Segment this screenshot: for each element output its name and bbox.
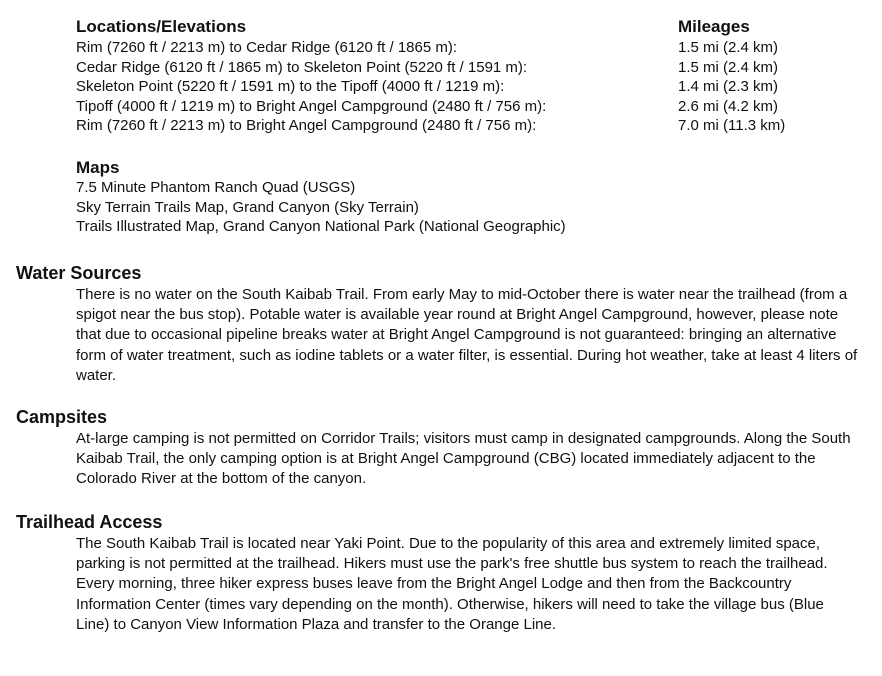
water-sources-text: There is no water on the South Kaibab Trail. From early May to mid-October there is water near the trailhead (from a spigot near the bus stop). Potable water is available year round at Bright Angel Campground, however, please note that due to occasional pipeline breaks water at Bright Angel Campground is not guaranteed: bringing an alternative form of water treatment, such as iodine tablets or a water filter, is essential. During hot weather, take at least 4 liters of water. bbox=[76, 286, 858, 384]
location-item: Skeleton Point (5220 ft / 1591 m) to the Tipoff (4000 ft / 1219 m): bbox=[76, 78, 505, 96]
map-item: Sky Terrain Trails Map, Grand Canyon (Sky Terrain) bbox=[76, 198, 419, 216]
mileage-item: 1.5 mi (2.4 km) bbox=[678, 39, 779, 56]
locations-list bbox=[76, 38, 546, 136]
maps-list bbox=[76, 178, 566, 237]
mileages-list bbox=[678, 38, 785, 136]
map-item: Trails Illustrated Map, Grand Canyon National Park (National Geographic) bbox=[76, 218, 566, 236]
location-item: Tipoff (4000 ft / 1219 m) to Bright Angel Campground (2480 ft / 756 m): bbox=[76, 97, 547, 115]
trailhead-access-heading: Trailhead Access bbox=[16, 512, 163, 532]
mileage-item: 7.0 mi (11.3 km) bbox=[678, 117, 786, 135]
location-item: Cedar Ridge (6120 ft / 1865 m) to Skeleton Point (5220 ft / 1591 m): bbox=[76, 58, 528, 76]
map-item: 7.5 Minute Phantom Ranch Quad (USGS) bbox=[76, 179, 356, 196]
mileage-item: 2.6 mi (4.2 km) bbox=[678, 97, 779, 115]
mileage-item: 1.5 mi (2.4 km) bbox=[678, 58, 779, 76]
locations-heading: Locations/Elevations bbox=[76, 17, 247, 36]
water-sources-heading: Water Sources bbox=[16, 263, 142, 283]
campsites-heading: Campsites bbox=[16, 407, 108, 427]
mileage-item: 1.4 mi (2.3 km) bbox=[678, 78, 779, 96]
location-item: Rim (7260 ft / 2213 m) to Bright Angel Campground (2480 ft / 756 m): bbox=[76, 117, 537, 135]
mileages-heading: Mileages bbox=[678, 17, 750, 36]
location-item: Rim (7260 ft / 2213 m) to Cedar Ridge (6120 ft / 1865 m): bbox=[76, 39, 458, 56]
campsites-text: At-large camping is not permitted on Corridor Trails; visitors must camp in designated campgrounds. Along the South Kaibab Trail, the only camping option is at Bright Angel Campground (CBG) located immediately adjacent to the Colorado River at the bottom of the canyon. bbox=[76, 430, 851, 488]
trailhead-access-text: The South Kaibab Trail is located near Yaki Point. Due to the popularity of this area and extremely limited space, parking is not permitted at the trailhead. Hikers must use the park's free shuttle bus system to reach the trailhead. Every morning, three hiker express buses leave from the Bright Angel Lodge and then from the Backcountry Information Center (times vary depending on the month). Otherwise, hikers will need to take the village bus (Blue Line) to Canyon View Information Plaza and transfer to the Orange Line. bbox=[76, 535, 828, 633]
maps-heading: Maps bbox=[76, 158, 120, 177]
